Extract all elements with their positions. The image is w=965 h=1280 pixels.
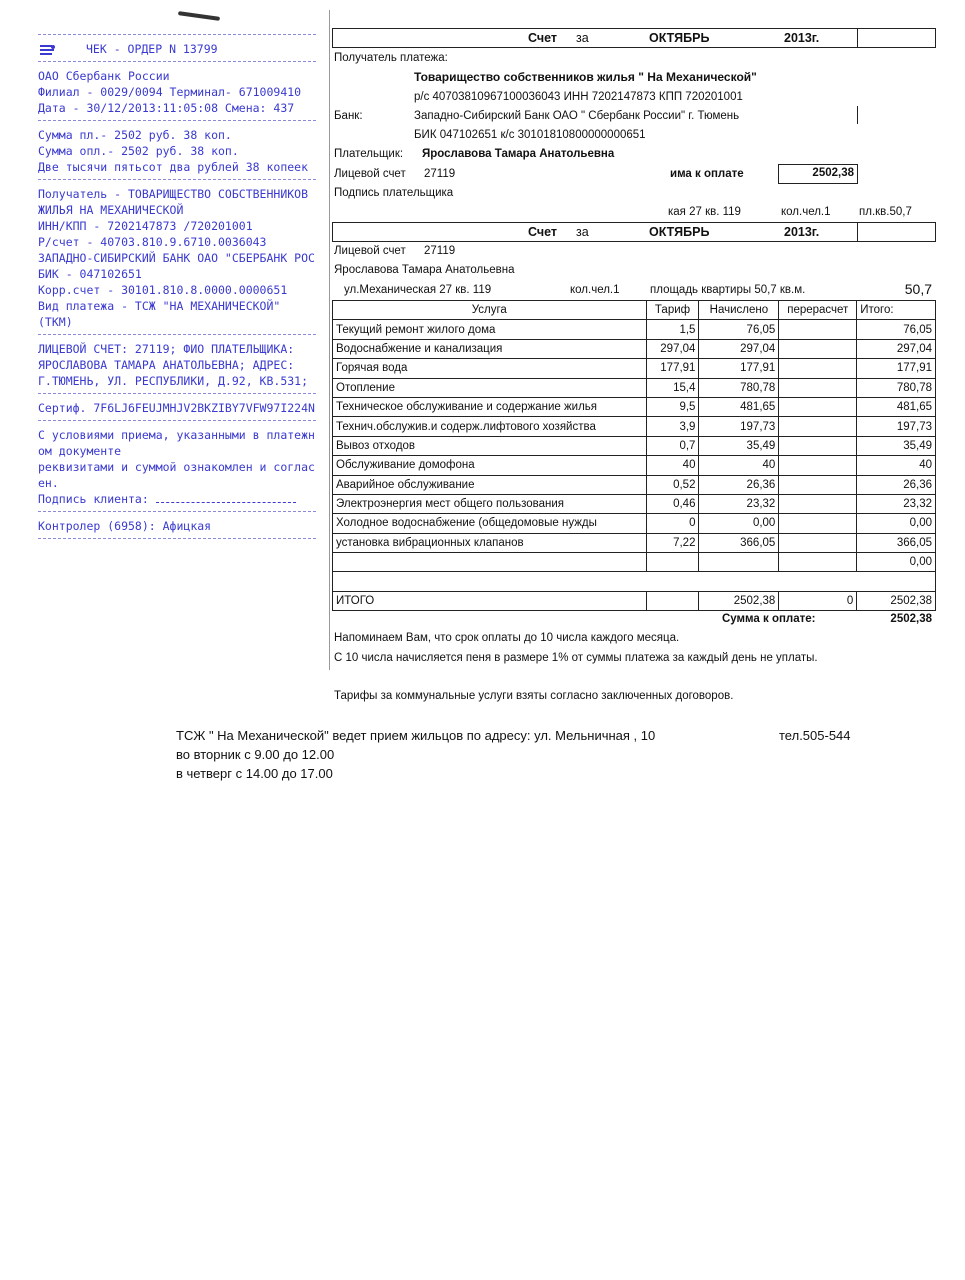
table-row-total <box>333 591 936 610</box>
service-tariff: 0,52 <box>646 475 699 494</box>
payer-label: Плательщик: <box>334 148 404 160</box>
service-total: 26,36 <box>857 475 936 494</box>
total-charged: 2502,38 <box>699 591 779 610</box>
table-row <box>333 533 936 552</box>
table-row <box>333 417 936 436</box>
receipt-cert: Сертиф. 7F6LJ6FEUJMHJV2BKZIBY7VFW97I224N <box>38 401 315 415</box>
residents-count-2: кол.чел.1 <box>570 284 620 296</box>
divider <box>38 420 316 421</box>
empty-cell <box>333 553 647 572</box>
service-name: Текущий ремонт жилого дома <box>333 320 647 339</box>
service-charged: 40 <box>699 456 779 475</box>
service-name: установка вибрационных клапанов <box>333 533 647 552</box>
receipt-signature-line <box>38 491 316 507</box>
service-tariff: 15,4 <box>646 378 699 397</box>
divider <box>38 61 316 62</box>
signature-label: Подпись плательщика <box>334 187 454 199</box>
account-number-2: 27119 <box>424 245 456 257</box>
service-charged: 197,73 <box>699 417 779 436</box>
service-name: Вывоз отходов <box>333 436 647 455</box>
service-recalc <box>779 514 857 533</box>
service-charged: 297,04 <box>699 339 779 358</box>
total-label: ИТОГО <box>333 591 647 610</box>
receipt-title: ЧЕК - ОРДЕР N 13799 <box>86 42 218 56</box>
account-label: Лицевой счет <box>334 168 406 180</box>
receipt-bank: ОАО Сбербанк России <box>38 69 170 83</box>
service-name: Аварийное обслуживание <box>333 475 647 494</box>
service-name: Холодное водоснабжение (общедомовые нужды <box>333 514 647 533</box>
header2-month: ОКТЯБРЬ <box>649 225 710 239</box>
service-total: 481,65 <box>857 397 936 416</box>
bill-header-top <box>332 28 936 48</box>
area-short: пл.кв.50,7 <box>859 206 912 218</box>
table-row <box>333 339 936 358</box>
amount-value: 2502,38 <box>812 167 854 179</box>
service-charged: 35,49 <box>699 436 779 455</box>
divider <box>38 179 316 180</box>
recipient-label: Получатель платежа: <box>334 52 448 64</box>
service-charged: 0,00 <box>699 514 779 533</box>
col-recalc: перерасчет <box>779 301 857 320</box>
account-label-2: Лицевой счет <box>334 245 406 257</box>
table-row <box>333 436 936 455</box>
bank-label: Банк: <box>334 110 363 122</box>
amount-label: има к оплате <box>670 168 744 180</box>
receipt-personal-3: Г.ТЮМЕНЬ, УЛ. РЕСПУБЛИКИ, Д.92, КВ.531; <box>38 374 309 388</box>
pen-mark <box>178 11 220 21</box>
service-total: 35,49 <box>857 436 936 455</box>
service-charged: 26,36 <box>699 475 779 494</box>
service-total: 780,78 <box>857 378 936 397</box>
area-value: 50,7 <box>904 281 932 297</box>
receipt-corr: Корр.счет - 30101.810.8.0000.0000651 <box>38 283 288 297</box>
receipt-controller: Контролер (6958): Афицкая <box>38 519 212 533</box>
empty-cell <box>646 553 699 572</box>
table-row-blank <box>333 572 936 591</box>
service-recalc <box>779 494 857 513</box>
table-row <box>333 514 936 533</box>
receipt-personal-1: ЛИЦЕВОЙ СЧЕТ: 27119; ФИО ПЛАТЕЛЬЩИКА: <box>38 342 295 356</box>
service-charged: 366,05 <box>699 533 779 552</box>
service-total: 366,05 <box>857 533 936 552</box>
header2-schet: Счет <box>528 225 558 239</box>
service-recalc <box>779 397 857 416</box>
receipt-branch: Филиал - 0029/0094 Терминал- 671009410 <box>38 85 302 99</box>
receipt-payment-type-1: Вид платежа - ТСЖ "НА МЕХАНИЧЕСКОЙ" <box>38 299 281 313</box>
service-total: 197,73 <box>857 417 936 436</box>
sberbank-logo-icon <box>38 43 56 57</box>
receipt-terms-1: С условиями приема, указанными в платежн <box>38 428 315 442</box>
table-row <box>333 359 936 378</box>
service-total: 297,04 <box>857 339 936 358</box>
service-tariff: 9,5 <box>646 397 699 416</box>
service-name: Обслуживание домофона <box>333 456 647 475</box>
service-total: 76,05 <box>857 320 936 339</box>
receipt-terms-3: реквизитами и суммой ознакомлен и соглас <box>38 460 315 474</box>
table-row <box>333 456 936 475</box>
divider <box>38 393 316 394</box>
signature-blank <box>156 492 296 503</box>
service-tariff: 7,22 <box>646 533 699 552</box>
note-penalty: С 10 числа начисляется пеня в размере 1% от суммы платежа за каждый день не уплаты. <box>334 652 818 664</box>
office-address: ТСЖ " На Механической" ведет прием жильцов по адресу: ул. Мельничная , 10 <box>176 728 656 743</box>
col-charged: Начислено <box>699 301 779 320</box>
service-tariff: 0 <box>646 514 699 533</box>
service-name: Технич.обслужив.и содерж.лифтового хозяйства <box>333 417 647 436</box>
service-recalc <box>779 456 857 475</box>
header2-year: 2013г. <box>784 225 820 239</box>
bank-requisites: р/с 40703810967100036043 ИНН 7202147873 КПП 720201001 <box>414 91 743 103</box>
service-tariff: 40 <box>646 456 699 475</box>
extra-total: 0,00 <box>857 553 936 572</box>
divider <box>38 538 316 539</box>
header-schet: Счет <box>528 31 558 45</box>
to-pay-label: Сумма к оплате: <box>722 613 816 625</box>
office-hours <box>176 726 851 783</box>
hours-tuesday: во вторник с 9.00 до 12.00 <box>176 747 335 762</box>
service-name: Водоснабжение и канализация <box>333 339 647 358</box>
receipt-terms-4: ен. <box>38 476 59 490</box>
total-sum: 2502,38 <box>857 591 936 610</box>
service-name: Отопление <box>333 378 647 397</box>
service-recalc <box>779 533 857 552</box>
col-total: Итого: <box>857 301 936 320</box>
header-za: за <box>576 31 589 45</box>
total-recalc: 0 <box>779 591 857 610</box>
table-row <box>333 475 936 494</box>
service-charged: 481,65 <box>699 397 779 416</box>
service-charged: 780,78 <box>699 378 779 397</box>
partial-address: кая 27 кв. 119 <box>668 206 741 218</box>
divider <box>38 511 316 512</box>
receipt-sum-opl: Сумма опл.- 2502 руб. 38 коп. <box>38 144 239 158</box>
receipt-sum-pl: Сумма пл.- 2502 руб. 38 коп. <box>38 128 232 142</box>
amount-box <box>778 164 858 184</box>
service-tariff: 297,04 <box>646 339 699 358</box>
note-deadline: Напоминаем Вам, что срок оплаты до 10 числа каждого месяца. <box>334 632 680 644</box>
divider <box>38 34 316 35</box>
receipt-sum-words: Две тысячи пятьсот два рублей 38 копеек <box>38 160 309 174</box>
table-row <box>333 397 936 416</box>
table-row <box>333 320 936 339</box>
service-charged: 76,05 <box>699 320 779 339</box>
service-recalc <box>779 417 857 436</box>
col-tariff: Тариф <box>646 301 699 320</box>
service-charged: 177,91 <box>699 359 779 378</box>
service-recalc <box>779 320 857 339</box>
empty-cell <box>779 553 857 572</box>
receipt-inn-kpp: ИНН/КПП - 7202147873 /720201001 <box>38 219 253 233</box>
table-row <box>333 494 936 513</box>
empty-cell <box>699 553 779 572</box>
bik-line: БИК 047102651 к/с 30101810800000000651 <box>414 129 646 141</box>
service-recalc <box>779 436 857 455</box>
receipt-terms-2: ом документе <box>38 444 122 458</box>
account-number: 27119 <box>424 168 456 180</box>
bill-header-second <box>332 222 936 242</box>
service-tariff: 0,46 <box>646 494 699 513</box>
service-total: 177,91 <box>857 359 936 378</box>
table-header-row <box>333 301 936 320</box>
receipt-title-line <box>38 41 316 57</box>
header2-za: за <box>576 225 589 239</box>
receipt-bank-name: ЗАПАДНО-СИБИРСКИЙ БАНК ОАО "СБЕРБАНК РОС <box>38 251 315 265</box>
page-divider <box>329 10 330 670</box>
residents-count: кол.чел.1 <box>781 206 831 218</box>
recipient-name: Товарищество собственников жилья " На Механической" <box>414 70 757 84</box>
service-recalc <box>779 475 857 494</box>
address: ул.Механическая 27 кв. 119 <box>344 284 492 296</box>
receipt-personal-2: ЯРОСЛАВОВА ТАМАРА АНАТОЛЬЕВНА; АДРЕС: <box>38 358 295 372</box>
services-table <box>332 300 936 611</box>
note-tariffs: Тарифы за коммунальные услуги взяты согласно заключенных договоров. <box>334 690 734 702</box>
service-tariff: 3,9 <box>646 417 699 436</box>
service-total: 23,32 <box>857 494 936 513</box>
receipt-recipient-2: ЖИЛЬЯ НА МЕХАНИЧЕСКОЙ <box>38 203 184 217</box>
hours-thursday: в четверг с 14.00 до 17.00 <box>176 766 333 781</box>
receipt-signature-label: Подпись клиента: <box>38 492 149 506</box>
bank-receipt <box>38 30 316 545</box>
to-pay-value: 2502,38 <box>890 613 932 625</box>
receipt-date: Дата - 30/12/2013:11:05:08 Смена: 437 <box>38 101 295 115</box>
receipt-bik: БИК - 047102651 <box>38 267 142 281</box>
service-total: 0,00 <box>857 514 936 533</box>
empty-cell <box>646 591 699 610</box>
service-tariff: 1,5 <box>646 320 699 339</box>
area-label: площадь квартиры 50,7 кв.м. <box>650 284 806 296</box>
blank-cell <box>333 572 936 591</box>
service-recalc <box>779 378 857 397</box>
service-tariff: 177,91 <box>646 359 699 378</box>
payer-name-2: Ярославова Тамара Анатольевна <box>334 264 515 276</box>
service-recalc <box>779 359 857 378</box>
header-month: ОКТЯБРЬ <box>649 31 710 45</box>
service-charged: 23,32 <box>699 494 779 513</box>
bank-name: Западно-Сибирский Банк ОАО " Сбербанк России" г. Тюмень <box>414 110 740 122</box>
receipt-recipient-1: Получатель - ТОВАРИЩЕСТВО СОБСТВЕННИКОВ <box>38 187 309 201</box>
table-row-extra <box>333 553 936 572</box>
service-name: Техническое обслуживание и содержание жилья <box>333 397 647 416</box>
receipt-account: Р/счет - 40703.810.9.6710.0036043 <box>38 235 267 249</box>
service-tariff: 0,7 <box>646 436 699 455</box>
divider <box>38 120 316 121</box>
service-total: 40 <box>857 456 936 475</box>
service-name: Электроэнергия мест общего пользования <box>333 494 647 513</box>
col-service: Услуга <box>333 301 647 320</box>
service-name: Горячая вода <box>333 359 647 378</box>
receipt-payment-type-2: (ТКМ) <box>38 315 73 329</box>
office-phone: тел.505-544 <box>779 728 851 743</box>
header-year: 2013г. <box>784 31 820 45</box>
table-row <box>333 378 936 397</box>
payer-name: Ярославова Тамара Анатольевна <box>422 148 615 160</box>
service-recalc <box>779 339 857 358</box>
divider <box>38 334 316 335</box>
